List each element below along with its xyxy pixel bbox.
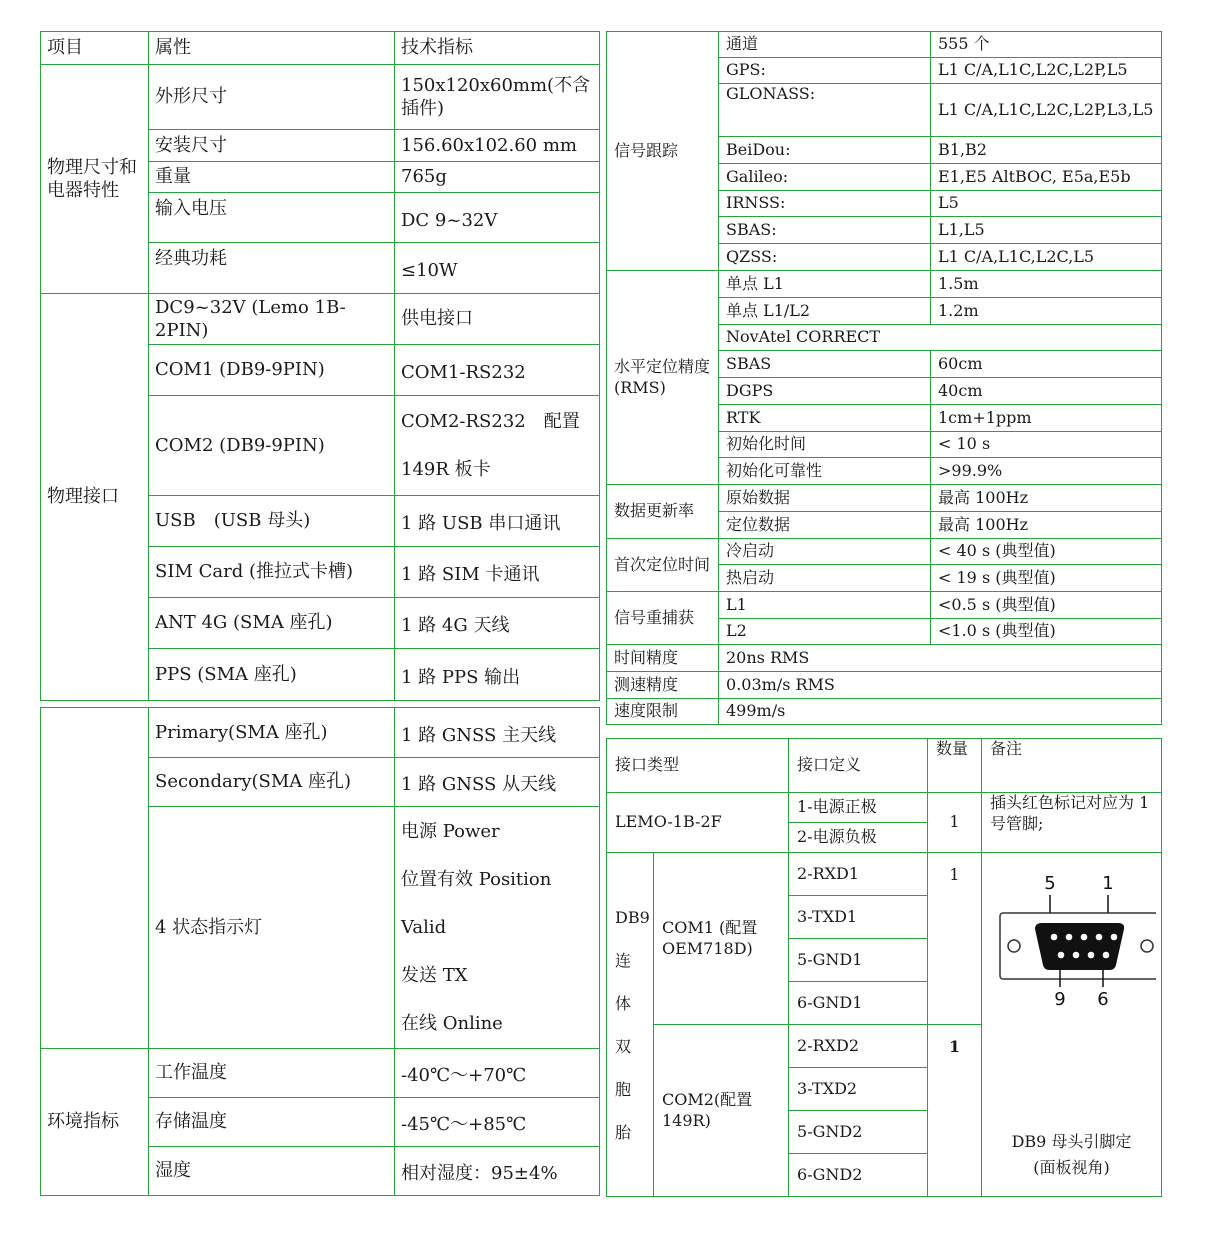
value-work-temp: -40℃～+70℃ <box>395 1049 600 1098</box>
track-value: B1,B2 <box>931 137 1162 164</box>
value-humidity: 相对湿度：95±4% <box>395 1147 600 1196</box>
velocity-accuracy-label: 测速精度 <box>607 672 719 699</box>
value-dc-port: 供电接口 <box>395 294 600 345</box>
value-storage-temp: -45℃～+85℃ <box>395 1098 600 1147</box>
com1-label: COM1 (配置OEM718D) <box>654 853 789 1025</box>
com1-pin: 6-GND1 <box>789 982 928 1025</box>
track-value: L1 C/A,L1C,L2C,L5 <box>931 244 1162 271</box>
com1-pin: 5-GND1 <box>789 939 928 982</box>
db9-caption-line1: DB9 母头引脚定 <box>1011 1131 1132 1151</box>
track-value: E1,E5 AltBOC, E5a,E5b <box>931 164 1162 191</box>
header-count: 数量 <box>928 739 982 793</box>
velocity-accuracy-value: 0.03m/s RMS <box>719 672 1162 699</box>
attr-humidity: 湿度 <box>149 1147 395 1196</box>
attr-mount-size: 安装尺寸 <box>149 130 395 162</box>
lemo-note: 插头红色标记对应为 1 号管脚; <box>982 793 1162 853</box>
attr-ant4g: ANT 4G (SMA 座孔) <box>149 598 395 649</box>
lemo-type: LEMO-1B-2F <box>607 793 789 853</box>
attr-primary: Primary(SMA 座孔) <box>149 708 395 758</box>
time-accuracy-label: 时间精度 <box>607 645 719 672</box>
value-com2 <box>395 396 600 496</box>
update-value: 最高 100Hz <box>931 485 1162 512</box>
reacq-key: L2 <box>719 619 931 645</box>
acc-key: 初始化可靠性 <box>719 458 931 485</box>
lemo-pin: 1-电源正极 <box>789 793 928 823</box>
reacq-value: <0.5 s (典型值) <box>931 592 1162 619</box>
com1-pin: 3-TXD1 <box>789 896 928 939</box>
db9-pin-label-6: 6 <box>1097 988 1109 1009</box>
reacq-value: <1.0 s (典型值) <box>931 619 1162 645</box>
attr-dc-port: DC9~32V (Lemo 1B-2PIN) <box>149 294 395 345</box>
fix-key: 热启动 <box>719 565 931 592</box>
category-environment: 环境指标 <box>41 1049 149 1196</box>
track-value: L1,L5 <box>931 217 1162 244</box>
gnss-performance-table <box>606 31 1162 725</box>
category-physical: 物理尺寸和电器特性 <box>41 65 149 294</box>
db9-diagram-cell <box>982 853 1162 1197</box>
header-interface-type: 接口类型 <box>607 739 789 793</box>
db9-type-char: 体 <box>615 993 632 1013</box>
attr-dimensions: 外形尺寸 <box>149 65 395 130</box>
db9-pin-label-1: 1 <box>1102 872 1114 894</box>
value-com2-line2: 149R 板卡 <box>401 458 491 480</box>
category-interfaces: 物理接口 <box>41 294 149 701</box>
time-accuracy-value: 20ns RMS <box>719 645 1162 672</box>
indicator-power: 电源 Power <box>401 820 500 842</box>
value-primary: 1 路 GNSS 主天线 <box>395 708 600 758</box>
acc-key: 单点 L1 <box>719 271 931 298</box>
track-key: GLONASS: <box>719 84 931 137</box>
category-reacquisition: 信号重捕获 <box>607 592 719 645</box>
update-key: 定位数据 <box>719 512 931 539</box>
header-spec: 技术指标 <box>395 32 600 65</box>
track-value: L1 C/A,L1C,L2C,L2P,L3,L5 <box>931 84 1162 137</box>
header-note: 备注 <box>982 739 1162 793</box>
header-item: 项目 <box>41 32 149 65</box>
acc-key: SBAS <box>719 351 931 378</box>
update-value: 最高 100Hz <box>931 512 1162 539</box>
velocity-limit-label: 速度限制 <box>607 699 719 725</box>
value-com1: COM1-RS232 <box>395 345 600 396</box>
acc-value: 60cm <box>931 351 1162 378</box>
acc-key: 初始化时间 <box>719 432 931 458</box>
db9-type-char: DB9 <box>615 907 650 927</box>
acc-value: 1.5m <box>931 271 1162 298</box>
value-secondary: 1 路 GNSS 从天线 <box>395 758 600 807</box>
acc-key: DGPS <box>719 378 931 405</box>
db9-caption <box>990 1129 1153 1180</box>
acc-value: 1cm+1ppm <box>931 405 1162 432</box>
attr-secondary: Secondary(SMA 座孔) <box>149 758 395 807</box>
lemo-count: 1 <box>928 793 982 853</box>
track-value: L1 C/A,L1C,L2C,L2P,L5 <box>931 58 1162 84</box>
category-tracking: 信号跟踪 <box>607 32 719 271</box>
acc-key: 单点 L1/L2 <box>719 298 931 325</box>
track-key: GPS: <box>719 58 931 84</box>
indicator-online: 在线 Online <box>401 1012 503 1034</box>
acc-key: NovAtel CORRECT <box>719 325 1162 351</box>
com2-pin: 2-RXD2 <box>789 1025 928 1068</box>
db9-type-char: 连 <box>615 950 632 970</box>
attr-work-temp: 工作温度 <box>149 1049 395 1098</box>
db9-type-char: 双 <box>615 1036 632 1056</box>
attr-weight: 重量 <box>149 162 395 193</box>
attr-com2: COM2 (DB9-9PIN) <box>149 396 395 496</box>
value-pps: 1 路 PPS 输出 <box>395 649 600 701</box>
lemo-pin: 2-电源负极 <box>789 823 928 853</box>
track-key: QZSS: <box>719 244 931 271</box>
acc-key: RTK <box>719 405 931 432</box>
attr-power: 经典功耗 <box>149 243 395 294</box>
track-key: SBAS: <box>719 217 931 244</box>
com1-count: 1 <box>928 853 982 1025</box>
update-key: 原始数据 <box>719 485 931 512</box>
attr-pps: PPS (SMA 座孔) <box>149 649 395 701</box>
category-blank <box>41 708 149 1049</box>
attr-input-voltage: 输入电压 <box>149 193 395 243</box>
track-key: 通道 <box>719 32 931 58</box>
acc-value: < 10 s <box>931 432 1162 458</box>
value-input-voltage: DC 9~32V <box>395 193 600 243</box>
db9-type-char: 胞 <box>615 1079 632 1099</box>
indicator-position: 位置有效 Position <box>401 868 552 890</box>
velocity-limit-value: 499m/s <box>719 699 1162 725</box>
antenna-environment-table <box>40 707 600 1196</box>
track-value: L5 <box>931 191 1162 217</box>
track-key: BeiDou: <box>719 137 931 164</box>
value-com2-line1: COM2-RS232 配置 <box>401 410 580 432</box>
fix-key: 冷启动 <box>719 539 931 565</box>
com2-pin: 6-GND2 <box>789 1154 928 1197</box>
db9-connector-icon <box>990 869 1156 1009</box>
pin-definition-table <box>606 738 1162 1197</box>
db9-diagram <box>990 869 1153 1180</box>
acc-value: 40cm <box>931 378 1162 405</box>
attr-usb: USB (USB 母头) <box>149 496 395 547</box>
value-sim: 1 路 SIM 卡通讯 <box>395 547 600 598</box>
track-value: 555 个 <box>931 32 1162 58</box>
value-power: ≤10W <box>395 243 600 294</box>
com2-label: COM2(配置149R) <box>654 1025 789 1197</box>
value-usb: 1 路 USB 串口通讯 <box>395 496 600 547</box>
db9-pin-label-9: 9 <box>1054 988 1066 1009</box>
fix-value: < 19 s (典型值) <box>931 565 1162 592</box>
attr-indicators: 4 状态指示灯 <box>149 807 395 1049</box>
reacq-key: L1 <box>719 592 931 619</box>
db9-pin-label-5: 5 <box>1044 872 1056 894</box>
category-accuracy: 水平定位精度(RMS) <box>607 271 719 485</box>
db9-type-char: 胎 <box>615 1122 632 1142</box>
category-first-fix: 首次定位时间 <box>607 539 719 592</box>
header-attribute: 属性 <box>149 32 395 65</box>
com1-pin: 2-RXD1 <box>789 853 928 896</box>
fix-value: < 40 s (典型值) <box>931 539 1162 565</box>
db9-caption-line2: (面板视角) <box>1033 1157 1110 1177</box>
category-update-rate: 数据更新率 <box>607 485 719 539</box>
value-dimensions: 150x120x60mm(不含插件) <box>395 65 600 130</box>
attr-storage-temp: 存储温度 <box>149 1098 395 1147</box>
attr-com1: COM1 (DB9-9PIN) <box>149 345 395 396</box>
value-indicators <box>395 807 600 1049</box>
indicator-valid: Valid <box>401 916 447 938</box>
physical-spec-table <box>40 31 600 701</box>
value-ant4g: 1 路 4G 天线 <box>395 598 600 649</box>
db9-type <box>607 853 654 1197</box>
attr-sim: SIM Card (推拉式卡槽) <box>149 547 395 598</box>
value-weight: 765g <box>395 162 600 193</box>
com2-pin: 5-GND2 <box>789 1111 928 1154</box>
track-key: IRNSS: <box>719 191 931 217</box>
com2-pin: 3-TXD2 <box>789 1068 928 1111</box>
acc-value: >99.9% <box>931 458 1162 485</box>
value-mount-size: 156.60x102.60 mm <box>395 130 600 162</box>
indicator-tx: 发送 TX <box>401 964 468 986</box>
track-key: Galileo: <box>719 164 931 191</box>
header-interface-def: 接口定义 <box>789 739 928 793</box>
acc-value: 1.2m <box>931 298 1162 325</box>
com2-count: 1 <box>928 1025 982 1197</box>
